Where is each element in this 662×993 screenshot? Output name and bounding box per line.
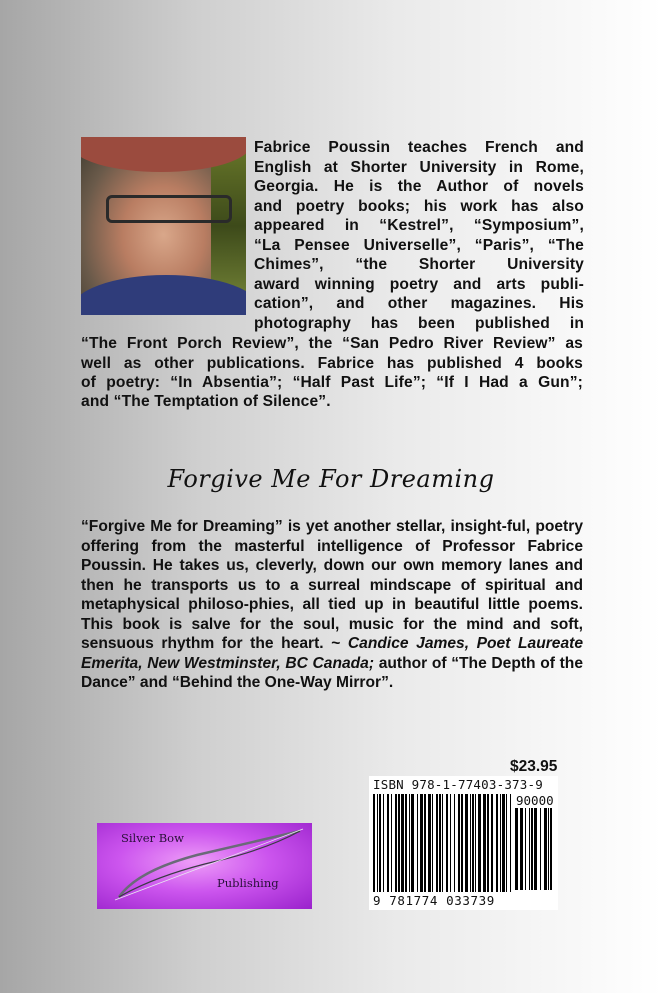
barcode-bar [442, 794, 443, 892]
author-bio-right [254, 138, 584, 333]
barcode-bar [454, 794, 455, 892]
bio-line: appeared in “Kestrel”, “Symposium”, [254, 217, 584, 234]
barcode-bar [465, 794, 468, 892]
barcode-bar [395, 794, 397, 892]
book-title: Forgive Me For Dreaming [167, 465, 495, 493]
barcode-bar [496, 794, 498, 892]
barcode-bar [483, 794, 486, 892]
photo-shirt [81, 275, 246, 315]
barcode-bar [398, 794, 400, 892]
isbn-text: ISBN 978-1-77403-373-9 [373, 777, 543, 792]
review-attribution: Candice James, Poet Laureate Emerita, New Westminster, BC Canada; [81, 635, 584, 672]
barcode-bar [461, 794, 463, 892]
ean-digits: 9 781774 033739 [373, 893, 495, 908]
bio-line: “The Front Porch Review”, the “San Pedro River Review” as [81, 335, 583, 352]
barcode-bar [534, 808, 537, 890]
barcode-bar [436, 794, 438, 892]
barcode-bar [424, 794, 426, 892]
barcode-bar [432, 794, 433, 892]
barcode-bar [487, 794, 489, 892]
bio-line: of poetry: “In Absentia”; “Half Past Life”; “If I Had a Gun”; [81, 374, 583, 391]
publisher-logo [97, 823, 312, 909]
bio-line: Georgia. He is the Author of novels [254, 178, 584, 195]
barcode-bar [472, 794, 474, 892]
barcode-bar [417, 794, 418, 892]
barcode-bar [520, 808, 523, 890]
bio-last-line: and “The Temptation of Silence”. [81, 393, 331, 410]
price-label: $23.95 [510, 758, 558, 775]
barcode-bar [540, 808, 541, 890]
barcode-bar [475, 794, 476, 892]
barcode-bar [510, 794, 511, 892]
barcode-bar [373, 794, 375, 892]
barcode-bar [502, 794, 505, 892]
barcode-bar [446, 794, 448, 892]
addon-number: 90000 [516, 793, 554, 808]
barcode-bar [500, 794, 501, 892]
barcode-bar [439, 794, 441, 892]
barcode-bar [478, 794, 481, 892]
barcode-bar [515, 808, 518, 890]
barcode-bar [550, 808, 552, 890]
barcode-bar [391, 794, 392, 892]
bio-line: Chimes”, “the Shorter University [254, 256, 584, 273]
barcode-bar [411, 794, 414, 892]
barcode-bar [383, 794, 384, 892]
review-closing: author of “The Depth of the Dance” and “Behind the One-Way Mirror”. [81, 654, 583, 691]
bio-line: photography has been published in [254, 314, 584, 332]
photo-glasses [106, 195, 232, 223]
isbn-barcode [369, 776, 558, 910]
barcode-bar [377, 794, 378, 892]
barcode-bar [405, 794, 407, 892]
bio-line: award winning poetry and arts publi- [254, 275, 584, 293]
review-text: “Forgive Me for Dreaming” is yet another stellar, insight-ful, poetry offering from the masterful intelligence of Professor Fabrice Poussin. He takes us, cleverly, down our own memory lanes and then he transports us to a surreal mindscape of spiritual and metaphysical philoso-phies, all tied up in beautiful little poems. This book is salve for the soul, music for the mind and soft, sensuous rhythm for the heart. ~ [81, 518, 583, 652]
bio-line: well as other publications. Fabrice has published 4 books [81, 354, 583, 372]
barcode-bar [470, 794, 471, 892]
barcode-bar [531, 808, 533, 890]
bio-line: English at Shorter University in Rome, [254, 158, 584, 176]
barcode-bar [548, 808, 549, 890]
barcode-bar [529, 808, 530, 890]
publisher-name-top: Silver Bow [121, 831, 184, 845]
barcode-bar [401, 794, 404, 892]
barcode-bar [428, 794, 431, 892]
publisher-name-bottom: Publishing [217, 876, 279, 890]
author-photo [81, 137, 246, 315]
barcode-bar [450, 794, 451, 892]
bio-line: “La Pensee Universelle”, “Paris”, “The [254, 236, 584, 254]
barcode-bar [458, 794, 460, 892]
bio-line: Fabrice Poussin teaches French and [254, 139, 584, 156]
barcode-bar [379, 794, 381, 892]
bio-line: and poetry books; his work has also [254, 197, 584, 215]
barcode-bar [409, 794, 410, 892]
barcode-bar [544, 808, 547, 890]
addon-bars [515, 808, 555, 892]
review-blurb [81, 517, 583, 693]
barcode-bar [491, 794, 493, 892]
barcode-bar [420, 794, 423, 892]
barcode-bar [387, 794, 389, 892]
author-bio-full [81, 334, 583, 393]
bio-line: cation”, and other magazines. His [254, 295, 584, 312]
barcode-bar [506, 794, 507, 892]
barcode-bar [525, 808, 526, 890]
barcode-bars [373, 794, 511, 894]
